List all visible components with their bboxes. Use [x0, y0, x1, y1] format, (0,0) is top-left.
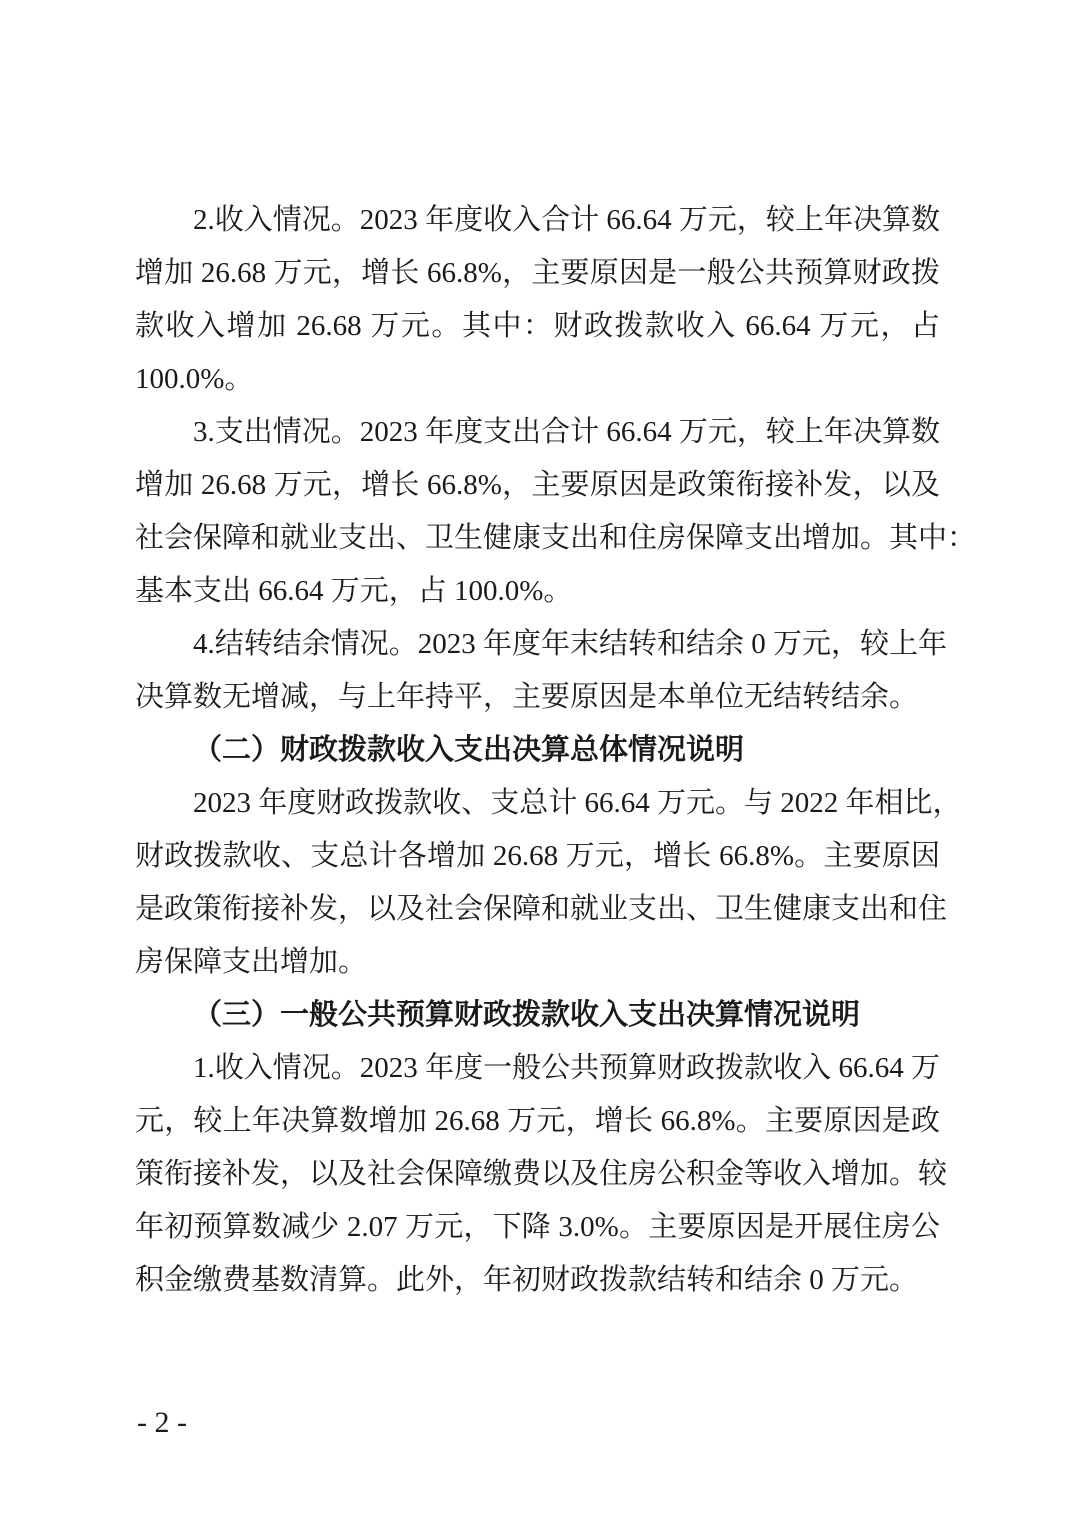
text-line: 年初预算数减少 2.07 万元，下降 3.0%。主要原因是开展住房公 — [135, 1211, 940, 1243]
text-line: 元，较上年决算数增加 26.68 万元，增长 66.8%。主要原因是政 — [135, 1105, 940, 1137]
text-line: 房保障支出增加。 — [135, 946, 368, 978]
text-line: 财政拨款收、支总计各增加 26.68 万元，增长 66.8%。主要原因 — [135, 840, 940, 872]
text-line: 2023 年度财政拨款收、支总计 66.64 万元。与 2022 年相比， — [193, 787, 962, 819]
paragraph — [135, 618, 948, 724]
text-line: 增加 26.68 万元，增长 66.8%，主要原因是政策衔接补发，以及 — [135, 469, 940, 501]
text-line: 是政策衔接补发，以及社会保障和就业支出、卫生健康支出和住 — [135, 893, 948, 925]
section-heading — [135, 989, 940, 1042]
text-line: 2.收入情况。2023 年度收入合计 66.64 万元，较上年决算数 — [193, 204, 940, 236]
text-line: 款收入增加 26.68 万元。其中：财政拨款收入 66.64 万元，占 — [135, 310, 940, 342]
text-line: 策衔接补发，以及社会保障缴费以及住房公积金等收入增加。较 — [135, 1158, 948, 1190]
text-line: （三）一般公共预算财政拨款收入支出决算情况说明 — [193, 999, 861, 1031]
text-line: 100.0%。 — [135, 363, 254, 395]
paragraph — [135, 194, 940, 406]
paragraph — [135, 1042, 948, 1307]
text-line: 1.收入情况。2023 年度一般公共预算财政拨款收入 66.64 万 — [193, 1052, 940, 1084]
text-line: （二）财政拨款收入支出决算总体情况说明 — [193, 734, 745, 766]
page-footer — [137, 1406, 187, 1440]
section-heading — [135, 724, 940, 777]
paragraph — [135, 406, 977, 618]
page-number: - 2 - — [137, 1406, 187, 1439]
text-line: 基本支出 66.64 万元，占 100.0%。 — [135, 575, 573, 607]
text-line: 3.支出情况。2023 年度支出合计 66.64 万元，较上年决算数 — [193, 416, 940, 448]
text-line: 积金缴费基数清算。此外，年初财政拨款结转和结余 0 万元。 — [135, 1264, 919, 1296]
text-line: 社会保障和就业支出、卫生健康支出和住房保障支出增加。其中： — [135, 522, 977, 554]
paragraph — [135, 777, 962, 989]
text-line: 决算数无增减，与上年持平，主要原因是本单位无结转结余。 — [135, 681, 919, 713]
text-line: 增加 26.68 万元，增长 66.8%，主要原因是一般公共预算财政拨 — [135, 257, 940, 289]
text-line: 4.结转结余情况。2023 年度年末结转和结余 0 万元，较上年 — [193, 628, 948, 660]
document-body — [135, 194, 977, 1307]
